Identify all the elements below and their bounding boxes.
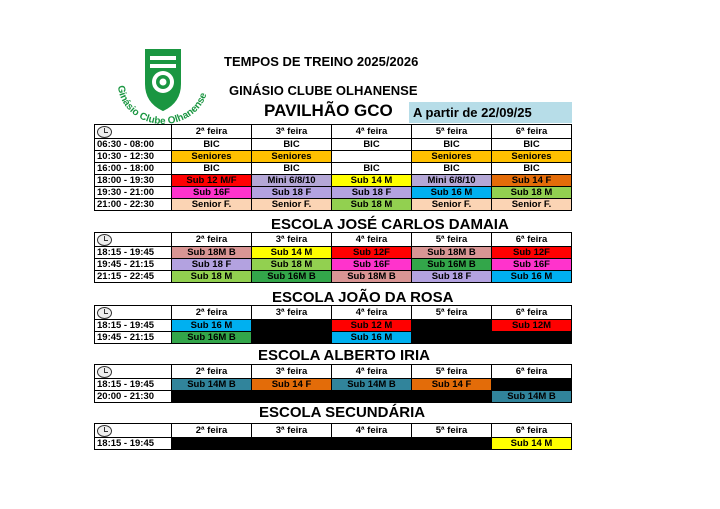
clock-icon	[97, 126, 112, 138]
schedule-cell: BIC	[412, 139, 492, 151]
section-title-secundaria: ESCOLA SECUNDÁRIA	[259, 404, 426, 421]
time-slot: 18:15 - 19:45	[95, 438, 172, 450]
schedule-cell: Mini 6/8/10	[412, 175, 492, 187]
schedule-cell: Mini 6/8/10	[252, 175, 332, 187]
time-slot: 18:15 - 19:45	[95, 379, 172, 391]
schedule-cell: Sub 14 M	[492, 438, 572, 450]
schedule-cell: Sub 18 F	[412, 271, 492, 283]
day-header: 5ª feira	[412, 424, 492, 438]
schedule-row	[95, 391, 572, 403]
schedule-cell: Sub 14 F	[492, 175, 572, 187]
day-header: 5ª feira	[412, 306, 492, 320]
day-header: 5ª feira	[412, 125, 492, 139]
schedule-table-alberto-iria	[94, 364, 572, 403]
time-slot: 18:15 - 19:45	[95, 320, 172, 332]
schedule-row	[95, 320, 572, 332]
schedule-table-secundaria	[94, 423, 572, 450]
clock-icon	[97, 366, 112, 378]
schedule-cell: BIC	[252, 139, 332, 151]
schedule-cell	[412, 320, 492, 332]
day-header: 3ª feira	[252, 233, 332, 247]
section-title-alberto-iria: ESCOLA ALBERTO IRIA	[258, 347, 430, 364]
day-header: 6ª feira	[492, 365, 572, 379]
day-header: 6ª feira	[492, 306, 572, 320]
schedule-row	[95, 151, 572, 163]
schedule-cell: Sub 18 F	[172, 259, 252, 271]
time-slot: 21:00 - 22:30	[95, 199, 172, 211]
schedule-cell: Sub 18 F	[332, 187, 412, 199]
schedule-cell: BIC	[492, 139, 572, 151]
schedule-cell: Sub 18M B	[332, 271, 412, 283]
schedule-cell: Sub 12 M/F	[172, 175, 252, 187]
time-column-header	[95, 233, 172, 247]
time-slot: 19:45 - 21:15	[95, 259, 172, 271]
schedule-cell	[332, 151, 412, 163]
schedule-cell	[412, 391, 492, 403]
schedule-cell: BIC	[492, 163, 572, 175]
schedule-cell: Sub 18 M	[172, 271, 252, 283]
schedule-cell: Seniores	[172, 151, 252, 163]
schedule-cell	[332, 438, 412, 450]
time-column-header	[95, 424, 172, 438]
schedule-row	[95, 247, 572, 259]
schedule-title: TEMPOS DE TREINO 2025/2026	[224, 54, 419, 69]
day-header: 2ª feira	[172, 365, 252, 379]
schedule-cell: Sub 18 M	[492, 187, 572, 199]
schedule-cell: Sub 14 M	[332, 175, 412, 187]
day-header: 3ª feira	[252, 424, 332, 438]
time-slot: 18:15 - 19:45	[95, 247, 172, 259]
day-header: 2ª feira	[172, 424, 252, 438]
schedule-row	[95, 438, 572, 450]
day-header: 4ª feira	[332, 365, 412, 379]
schedule-cell: Sub 12F	[492, 247, 572, 259]
schedule-cell: Sub 14M B	[332, 379, 412, 391]
schedule-cell	[492, 332, 572, 344]
schedule-cell: Sub 16 M	[412, 187, 492, 199]
schedule-cell: Seniores	[252, 151, 332, 163]
day-header: 3ª feira	[252, 125, 332, 139]
schedule-cell: BIC	[172, 139, 252, 151]
schedule-cell	[252, 320, 332, 332]
schedule-row	[95, 199, 572, 211]
schedule-cell: Sub 14 M	[252, 247, 332, 259]
schedule-cell: Sub 12 M	[332, 320, 412, 332]
schedule-row	[95, 332, 572, 344]
time-column-header	[95, 306, 172, 320]
schedule-cell: Sub 16F	[332, 259, 412, 271]
schedule-cell: Sub 16M B	[172, 332, 252, 344]
schedule-cell: Sub 16M B	[252, 271, 332, 283]
schedule-cell: Sub 14 F	[412, 379, 492, 391]
schedule-row	[95, 259, 572, 271]
schedule-cell: Sub 16F	[492, 259, 572, 271]
header-row	[95, 424, 572, 438]
schedule-cell: Sub 16M B	[412, 259, 492, 271]
schedule-row	[95, 271, 572, 283]
schedule-cell	[412, 332, 492, 344]
logo-text: Ginásio Clube Olhanense	[114, 84, 210, 126]
schedule-cell	[492, 379, 572, 391]
time-slot: 10:30 - 12:30	[95, 151, 172, 163]
schedule-row	[95, 139, 572, 151]
schedule-cell: Sub 18 M	[332, 199, 412, 211]
schedule-cell: Senior F.	[412, 199, 492, 211]
header-row	[95, 233, 572, 247]
schedule-cell: Seniores	[492, 151, 572, 163]
schedule-cell: Senior F.	[492, 199, 572, 211]
clock-icon	[97, 307, 112, 319]
clock-icon	[97, 425, 112, 437]
day-header: 3ª feira	[252, 306, 332, 320]
day-header: 6ª feira	[492, 125, 572, 139]
day-header: 4ª feira	[332, 306, 412, 320]
day-header: 2ª feira	[172, 233, 252, 247]
schedule-cell: Sub 18M B	[172, 247, 252, 259]
schedule-cell	[172, 438, 252, 450]
day-header: 6ª feira	[492, 424, 572, 438]
day-header: 5ª feira	[412, 233, 492, 247]
schedule-table-damaia	[94, 232, 572, 283]
time-column-header	[95, 125, 172, 139]
club-logo	[108, 44, 218, 126]
section-title-damaia: ESCOLA JOSÉ CARLOS DAMAIA	[271, 216, 509, 233]
time-slot: 19:45 - 21:15	[95, 332, 172, 344]
day-header: 2ª feira	[172, 306, 252, 320]
clock-icon	[97, 234, 112, 246]
day-header: 4ª feira	[332, 125, 412, 139]
header-row	[95, 125, 572, 139]
schedule-cell: Sub 12M	[492, 320, 572, 332]
time-slot: 06:30 - 08:00	[95, 139, 172, 151]
venue-title: PAVILHÃO GCO	[264, 101, 393, 120]
schedule-cell: Sub 14M B	[172, 379, 252, 391]
schedule-cell	[252, 332, 332, 344]
club-name: GINÁSIO CLUBE OLHANENSE	[229, 83, 418, 98]
start-date-box: A partir de 22/09/25	[409, 102, 572, 123]
schedule-cell: Seniores	[412, 151, 492, 163]
time-slot: 19:30 - 21:00	[95, 187, 172, 199]
day-header: 5ª feira	[412, 365, 492, 379]
schedule-row	[95, 379, 572, 391]
day-header: 4ª feira	[332, 424, 412, 438]
day-header: 3ª feira	[252, 365, 332, 379]
schedule-cell: BIC	[332, 163, 412, 175]
schedule-row	[95, 175, 572, 187]
day-header: 4ª feira	[332, 233, 412, 247]
time-slot: 18:00 - 19:30	[95, 175, 172, 187]
schedule-cell	[172, 391, 252, 403]
schedule-cell: BIC	[412, 163, 492, 175]
schedule-table-joao-da-rosa	[94, 305, 572, 344]
schedule-cell: Sub 18 M	[252, 259, 332, 271]
schedule-cell: BIC	[332, 139, 412, 151]
schedule-cell	[252, 438, 332, 450]
header-row	[95, 365, 572, 379]
schedule-cell: Senior F.	[172, 199, 252, 211]
schedule-cell: Sub 16 M	[172, 320, 252, 332]
schedule-cell: Sub 16 M	[332, 332, 412, 344]
header-row	[95, 306, 572, 320]
day-header: 6ª feira	[492, 233, 572, 247]
schedule-cell: BIC	[252, 163, 332, 175]
schedule-cell: Sub 14 F	[252, 379, 332, 391]
schedule-cell: Sub 16F	[172, 187, 252, 199]
schedule-table-pavilhao	[94, 124, 572, 211]
schedule-row	[95, 163, 572, 175]
day-header: 2ª feira	[172, 125, 252, 139]
section-title-joao-da-rosa: ESCOLA JOÃO DA ROSA	[272, 289, 454, 306]
schedule-cell: Senior F.	[252, 199, 332, 211]
schedule-cell: Sub 16 M	[492, 271, 572, 283]
time-slot: 16:00 - 18:00	[95, 163, 172, 175]
schedule-cell: BIC	[172, 163, 252, 175]
schedule-cell	[252, 391, 332, 403]
schedule-cell: Sub 14M B	[492, 391, 572, 403]
schedule-cell: Sub 18 F	[252, 187, 332, 199]
time-column-header	[95, 365, 172, 379]
schedule-cell: Sub 18M B	[412, 247, 492, 259]
time-slot: 21:15 - 22:45	[95, 271, 172, 283]
time-slot: 20:00 - 21:30	[95, 391, 172, 403]
schedule-cell: Sub 12F	[332, 247, 412, 259]
schedule-row	[95, 187, 572, 199]
schedule-cell	[412, 438, 492, 450]
schedule-cell	[332, 391, 412, 403]
